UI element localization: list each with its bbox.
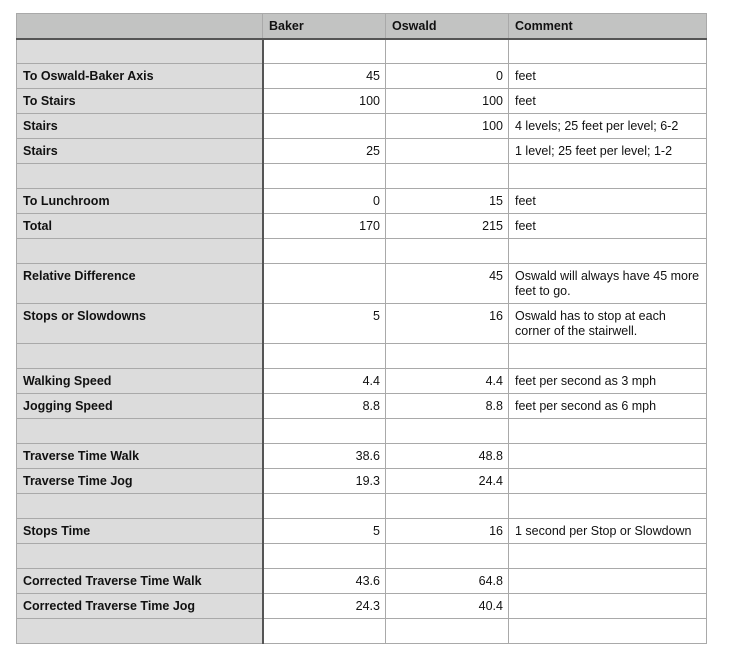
oswald-cell[interactable] [386,419,509,444]
comment-cell[interactable]: 4 levels; 25 feet per level; 6-2 [509,114,707,139]
baker-cell[interactable] [263,39,386,64]
baker-cell[interactable]: 19.3 [263,469,386,494]
row-label-cell[interactable] [17,619,263,644]
table-row [17,39,707,64]
comment-cell[interactable]: 1 second per Stop or Slowdown [509,519,707,544]
header-baker[interactable]: Baker [263,14,386,39]
comment-cell[interactable]: feet [509,189,707,214]
baker-cell[interactable]: 8.8 [263,394,386,419]
table-row [17,619,707,644]
table-body [17,39,707,644]
table-row [17,89,707,114]
table-row [17,214,707,239]
baker-cell[interactable]: 38.6 [263,444,386,469]
comment-cell[interactable]: feet [509,64,707,89]
table-row [17,164,707,189]
row-label-cell[interactable]: Jogging Speed [17,394,263,419]
oswald-cell[interactable] [386,239,509,264]
comment-cell[interactable] [509,594,707,619]
baker-cell[interactable]: 0 [263,189,386,214]
table-row [17,594,707,619]
baker-cell[interactable]: 170 [263,214,386,239]
comment-cell[interactable]: feet [509,89,707,114]
row-label-cell[interactable]: Relative Difference [17,264,263,304]
comment-cell[interactable]: feet per second as 3 mph [509,369,707,394]
oswald-cell[interactable]: 40.4 [386,594,509,619]
baker-cell[interactable]: 5 [263,304,386,344]
oswald-cell[interactable] [386,494,509,519]
comment-cell[interactable] [509,164,707,189]
header-corner[interactable] [17,14,263,39]
table-row [17,239,707,264]
oswald-cell[interactable]: 24.4 [386,469,509,494]
row-label-cell[interactable] [17,494,263,519]
comment-cell[interactable] [509,469,707,494]
baker-cell[interactable]: 24.3 [263,594,386,619]
oswald-cell[interactable]: 45 [386,264,509,304]
comment-cell[interactable] [509,569,707,594]
oswald-cell[interactable]: 0 [386,64,509,89]
table-row [17,369,707,394]
baker-cell[interactable]: 45 [263,64,386,89]
oswald-cell[interactable] [386,139,509,164]
table-row [17,139,707,164]
oswald-cell[interactable]: 64.8 [386,569,509,594]
baker-cell[interactable] [263,544,386,569]
baker-cell[interactable] [263,494,386,519]
oswald-cell[interactable] [386,39,509,64]
oswald-cell[interactable] [386,544,509,569]
baker-cell[interactable]: 4.4 [263,369,386,394]
oswald-cell[interactable] [386,344,509,369]
baker-cell[interactable] [263,344,386,369]
oswald-cell[interactable] [386,164,509,189]
row-label-cell[interactable]: Corrected Traverse Time Walk [17,569,263,594]
comment-cell[interactable] [509,239,707,264]
table-row [17,264,707,304]
row-label-cell[interactable] [17,39,263,64]
comment-cell[interactable] [509,39,707,64]
baker-cell[interactable] [263,164,386,189]
row-label-cell[interactable]: To Stairs [17,89,263,114]
table-row [17,394,707,419]
table-row [17,419,707,444]
header-row [17,14,707,39]
baker-cell[interactable]: 100 [263,89,386,114]
row-label-cell[interactable]: Stops Time [17,519,263,544]
table-row [17,519,707,544]
oswald-cell[interactable]: 8.8 [386,394,509,419]
baker-cell[interactable] [263,114,386,139]
comment-cell[interactable]: Oswald has to stop at each corner of the stairwell. [509,304,707,344]
table-row [17,189,707,214]
oswald-cell[interactable]: 16 [386,519,509,544]
row-label-cell[interactable]: Total [17,214,263,239]
row-label-cell[interactable]: Stairs [17,139,263,164]
baker-cell[interactable] [263,239,386,264]
oswald-cell[interactable]: 100 [386,89,509,114]
row-label-cell[interactable] [17,164,263,189]
comment-cell[interactable]: Oswald will always have 45 more feet to go. [509,264,707,304]
row-label-cell[interactable]: Stairs [17,114,263,139]
row-label-cell[interactable] [17,544,263,569]
comment-cell[interactable] [509,544,707,569]
table-row [17,544,707,569]
oswald-cell[interactable]: 100 [386,114,509,139]
row-label-cell[interactable]: To Lunchroom [17,189,263,214]
baker-cell[interactable] [263,619,386,644]
row-label-cell[interactable]: Traverse Time Walk [17,444,263,469]
comment-cell[interactable] [509,619,707,644]
header-comment[interactable]: Comment [509,14,707,39]
comment-cell[interactable]: feet [509,214,707,239]
oswald-cell[interactable]: 4.4 [386,369,509,394]
table-row [17,469,707,494]
row-label-cell[interactable] [17,239,263,264]
table-row [17,444,707,469]
oswald-cell[interactable]: 48.8 [386,444,509,469]
oswald-cell[interactable] [386,619,509,644]
comment-cell[interactable] [509,344,707,369]
oswald-cell[interactable]: 215 [386,214,509,239]
row-label-cell[interactable]: Stops or Slowdowns [17,304,263,344]
table-row [17,494,707,519]
oswald-cell[interactable]: 15 [386,189,509,214]
spreadsheet-table [16,13,707,644]
baker-cell[interactable]: 25 [263,139,386,164]
row-label-cell[interactable] [17,419,263,444]
baker-cell[interactable]: 5 [263,519,386,544]
baker-cell[interactable] [263,264,386,304]
comment-cell[interactable] [509,494,707,519]
row-label-cell[interactable]: To Oswald-Baker Axis [17,64,263,89]
oswald-cell[interactable]: 16 [386,304,509,344]
header-oswald[interactable]: Oswald [386,14,509,39]
baker-cell[interactable] [263,419,386,444]
row-label-cell[interactable]: Walking Speed [17,369,263,394]
table-row [17,304,707,344]
comment-cell[interactable]: 1 level; 25 feet per level; 1-2 [509,139,707,164]
row-label-cell[interactable]: Corrected Traverse Time Jog [17,594,263,619]
table-row [17,344,707,369]
table-row [17,569,707,594]
comment-cell[interactable] [509,419,707,444]
comment-cell[interactable]: feet per second as 6 mph [509,394,707,419]
row-label-cell[interactable] [17,344,263,369]
table-row [17,114,707,139]
comment-cell[interactable] [509,444,707,469]
table-row [17,64,707,89]
row-label-cell[interactable]: Traverse Time Jog [17,469,263,494]
baker-cell[interactable]: 43.6 [263,569,386,594]
